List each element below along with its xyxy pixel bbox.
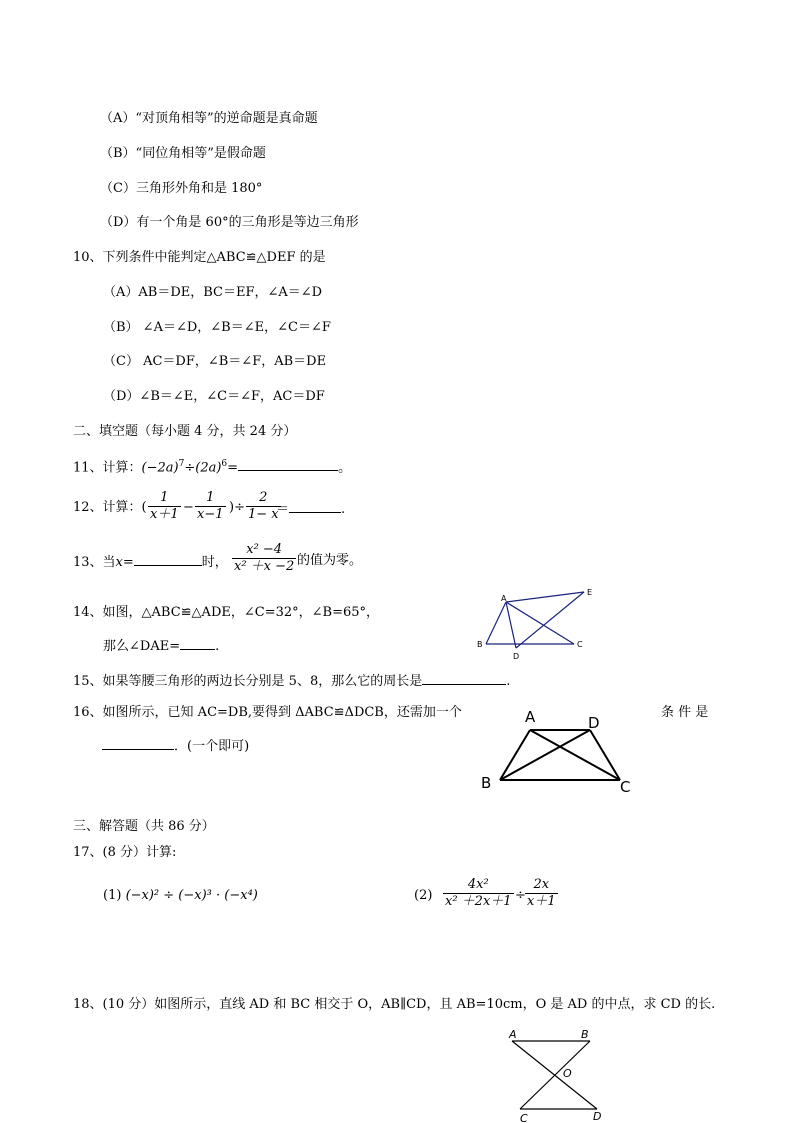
q9-option-a: （A）“对顶角相等”的逆命题是真命题: [100, 111, 318, 126]
q13-eq: =: [122, 555, 134, 570]
q13-var: x: [115, 555, 123, 570]
q9-option-d: （D）有一个角是 60°的三角形是等边三角形: [100, 215, 359, 230]
q17-p2-den1: x² ＋2x＋1: [445, 894, 512, 909]
q16-line2: [102, 737, 249, 755]
fig16-segment-db: [500, 730, 590, 780]
q12-close: )÷: [229, 500, 245, 515]
q11-line: [73, 456, 351, 476]
q12-f2-num: 1: [206, 490, 215, 505]
section2-title: 二、填空题（每小题 4 分，共 24 分）: [73, 424, 297, 439]
q13-den: x² ＋x −2: [234, 559, 295, 574]
fig16-segment-ac: [530, 730, 620, 780]
q16-line2-end: ．(一个即可): [174, 739, 250, 754]
fig14-segment-ab: [486, 602, 506, 644]
fig16-label-c: C: [620, 778, 631, 796]
q12-end: .: [341, 502, 346, 517]
fig18-segment-ad: [512, 1041, 597, 1109]
fig16-segment-ab: [500, 730, 530, 780]
fig14-segment-ac: [506, 602, 574, 644]
q10-option-d: （D）∠B＝∠E，∠C＝∠F，AC＝DF: [103, 389, 325, 404]
q14-line2-prefix: 那么∠DAE=: [103, 639, 181, 654]
fig14-segment-ad: [506, 602, 516, 648]
q13-answer-blank[interactable]: [134, 553, 202, 566]
q10-stem: 10、下列条件中能判定△ABC≌△DEF 的是: [73, 250, 326, 265]
q17-p2-num2: 2x: [533, 877, 550, 892]
q12-prefix: 12、计算：(: [73, 500, 147, 515]
q12-f1-den: x＋1: [150, 507, 179, 522]
fig14-segment-ae: [506, 592, 584, 602]
q12-f3-num: 2: [259, 490, 268, 505]
q16-line1: 16、如图所示，已知 AC=DB,要得到 ΔABC≌ΔDCB，还需加一个: [73, 705, 462, 720]
fig18-label-a: A: [509, 1028, 517, 1041]
q12-answer-blank[interactable]: [289, 500, 341, 513]
fig14-label-a: A: [501, 594, 507, 603]
q12-f2-den: x−1: [197, 507, 224, 522]
q9-option-c: （C）三角形外角和是 180°: [100, 181, 263, 196]
q14-line2: [103, 637, 219, 655]
q15-text: 15、如果等腰三角形的两边长分别是 5、8，那么它的周长是: [73, 674, 423, 689]
fig18-label-d: D: [593, 1110, 602, 1123]
fig16-label-d: D: [588, 714, 600, 732]
fig14-label-e: E: [587, 588, 593, 597]
q17-p2-op: ÷: [515, 888, 526, 903]
q17-p2-label: (2): [414, 888, 433, 903]
q12-eq: ＝: [276, 502, 290, 517]
q11-op: ÷: [184, 460, 196, 476]
fig14-segment-de: [516, 592, 584, 648]
fig14-label-d: D: [513, 652, 520, 661]
fig18-label-o: O: [563, 1067, 572, 1080]
q14-line1: 14、如图，△ABC≌△ADE，∠C=32°，∠B=65°，: [73, 605, 380, 620]
q12-f3-den: 1− x: [248, 507, 279, 522]
q11-exp-b: 6: [221, 459, 228, 469]
q12-minus: −: [183, 500, 194, 515]
q17-p2-num1: 4x²: [467, 877, 489, 892]
q15-end: .: [506, 674, 511, 689]
q14-answer-blank[interactable]: [180, 637, 215, 650]
q10-option-a: （A）AB＝DE，BC＝EF，∠A＝∠D: [103, 285, 323, 300]
q11-end: 。: [338, 460, 352, 476]
q11-eq: =: [227, 460, 239, 476]
q11-expr-a: (−2a): [141, 460, 179, 476]
fig14-label-c: C: [577, 640, 583, 649]
fig18-segment-bc: [520, 1041, 590, 1109]
q9-option-b: （B）“同位角相等”是假命题: [100, 146, 266, 161]
q11-answer-blank[interactable]: [238, 458, 338, 471]
q15-answer-blank[interactable]: [422, 672, 506, 685]
q13-num: x² −4: [246, 542, 283, 557]
q17-part1: [103, 888, 258, 904]
q17-p2-den2: x＋1: [527, 894, 556, 909]
q17-p1-label: (1): [103, 888, 122, 903]
q13-end: 的值为零。: [297, 553, 363, 568]
q17-p1-expr: (−x)² ÷ (−x)³ · (−x⁴): [125, 888, 258, 903]
fig16-label-a: A: [525, 708, 536, 726]
q11-exp-a: 7: [178, 459, 185, 469]
q12-fraction-2: [195, 490, 226, 523]
q17-p2-fraction-1: [443, 877, 514, 910]
q12-fraction-1: [148, 490, 181, 523]
q17-p2-fraction-2: [525, 877, 558, 910]
q10-option-c: （C） AC＝DF，∠B＝∠F，AB＝DE: [103, 354, 327, 369]
q13-fraction: [232, 542, 296, 575]
fig16-label-b: B: [481, 774, 492, 792]
q15-line: [73, 672, 510, 690]
section3-title: 三、解答题（共 86 分）: [73, 819, 215, 834]
fig16-segment-dc: [590, 730, 620, 780]
q17-stem: 17、(8 分）计算:: [73, 845, 177, 860]
q16-answer-blank[interactable]: [102, 737, 174, 750]
q14-line2-end: .: [215, 639, 220, 654]
fig18-label-c: C: [520, 1112, 528, 1123]
fig18-label-b: B: [581, 1028, 589, 1041]
q12-f1-num: 1: [160, 490, 169, 505]
fig14-label-b: B: [477, 640, 483, 649]
q16-tail: 条 件 是: [661, 705, 709, 720]
q13-prefix: 13、当: [73, 555, 116, 570]
q11-expr-b: (2a): [195, 460, 222, 476]
q13-mid: 时，: [201, 555, 228, 570]
q18-text: 18、(10 分）如图所示，直线 AD 和 BC 相交于 O，AB∥CD，且 AB=10cm，O 是 AD 的中点，求 CD 的长.: [73, 997, 716, 1012]
q12-eq-line: [276, 500, 345, 518]
q10-option-b: （B） ∠A＝∠D，∠B＝∠E，∠C＝∠F: [103, 320, 331, 335]
q13-line: [73, 553, 228, 571]
q11-prefix: 11、计算：: [73, 460, 142, 476]
